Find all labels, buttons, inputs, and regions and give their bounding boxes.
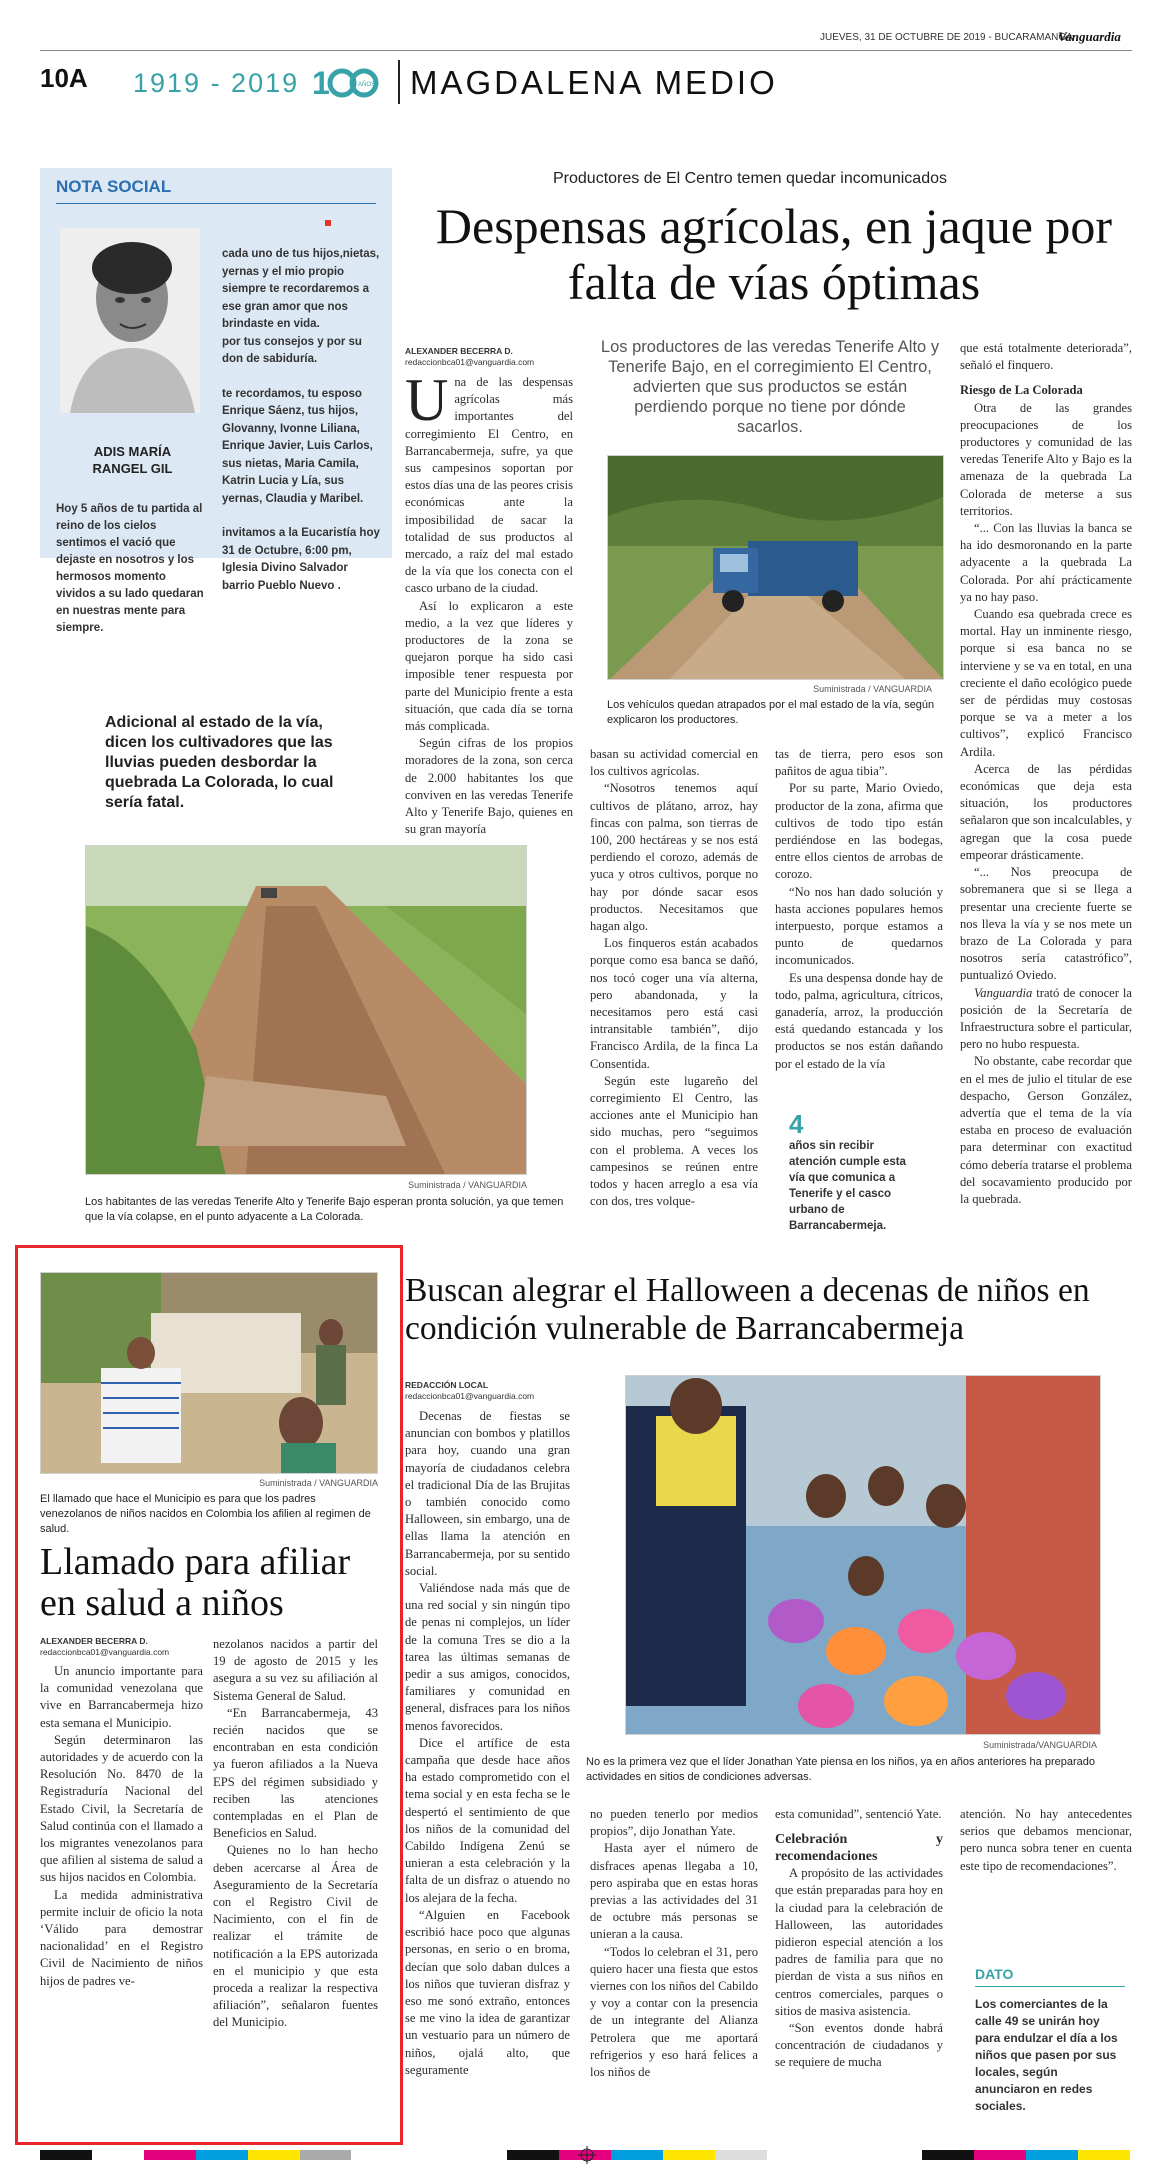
health-col-1	[40, 1663, 203, 1990]
lead-byline	[405, 346, 605, 368]
registration-mark-icon	[578, 2146, 596, 2164]
red-dot	[325, 220, 331, 226]
lead-col4-p3: “... Con las lluvias la banca se ha ido desmoronando en la parte adyacente a la quebrada La Colorada. Por ahí prácticamente ya no hay paso.	[960, 521, 1132, 604]
health-col-2	[213, 1636, 378, 2032]
stat-number: 4	[789, 1109, 804, 1139]
lead-dropcap: U	[405, 367, 449, 433]
halloween-photo-credit: Suministrada/VANGUARDIA	[983, 1740, 1097, 1750]
stat-text: años sin recibir atención cumple esta vía que comunica a Tenerife y el casco urbano de Barrancabermeja.	[789, 1140, 906, 1232]
lead-photo2-caption: Los habitantes de las veredas Tenerife Alto y Tenerife Bajo esperan pronta solución, ya que temen que la vía colapse, en el punto adyacente a La Colorada.	[85, 1196, 564, 1223]
nota-p2: por tus consejos y por su don de sabiduría.	[222, 335, 362, 365]
lead-kicker: Productores de El Centro temen quedar incomunicados	[553, 170, 947, 187]
dato-title: DATO	[975, 1966, 1014, 1982]
health-col2-p2: “En Barrancabermeja, 43 recién nacidos que se encontraban en esta condición ya fueron afiliados a la Nueva EPS del régimen subsidiado y reciben las atenciones contempladas en el Plan de Beneficios en Salud.	[213, 1705, 378, 1841]
lead-col4-p7-text: trató de conocer la posición de la Secretaría de Infraestructura sobre el particular, pero no hubo respuesta.	[960, 985, 1132, 1052]
header-date-line: JUEVES, 31 DE OCTUBRE DE 2019 - BUCARAMANGA	[820, 32, 1073, 43]
lead-col2-p2: “Nosotros tenemos aquí cultivos de plátano, arroz, hay fincas con palma, son tierras de 100, 200 hectáreas y se nos está perdiendo el corozo, además de yuca y otros cultivos, porque no hay por dónde sacar esos productos. Necesitamos que hagan algo.	[590, 781, 758, 934]
lead-col4-p5: Acerca de las pérdidas económicas que deja esta situación, los productores señalaron que son incalculables, y agregan que la cosa puede empeorar drásticamente.	[960, 761, 1132, 862]
nota-social-rule	[56, 203, 376, 204]
health-author: ALEXANDER BECERRA D.	[40, 1636, 148, 1646]
nota-p1: cada uno de tus hijos,nietas, yernas y el mio propio siempre te recordaremos a ese gran amor que nos brindaste en vida.	[222, 248, 380, 330]
halloween-col1-p1: Decenas de fiestas se anuncian con bombos y platillos para hoy, cuando una gran mayoría de ciudadanos celebra el tradicional Día de las Brujitas o también conocido como Halloween, sin embargo, una de ellas llama la atención en Barrancabermeja, por su sentido social.	[405, 1409, 570, 1578]
lead-col4-p8: No obstante, cabe recordar que en el mes de julio el titular de ese despacho, Gerson González, advertía que el tema de la vía estaba en proceso de evaluación para determinar con exactitud cómo debería tratarse el problema del socavamiento producido por la quebrada.	[960, 1054, 1132, 1206]
header-rule	[40, 50, 1132, 51]
lead-photo-truck	[607, 455, 944, 680]
lead-photo-road	[85, 845, 527, 1175]
halloween-col2-p1: no pueden tenerlo por medios propios”, dijo Jonathan Yate.	[590, 1807, 758, 1839]
lead-author: ALEXANDER BECERRA D.	[405, 346, 513, 356]
lead-pullquote: Adicional al estado de la vía, dicen los cultivadores que las lluvias pueden desbordar la quebrada La Colorada, lo cual sería fatal.	[105, 714, 334, 811]
lead-subhead: Riesgo de La Colorada	[960, 383, 1083, 398]
health-headline: Llamado para afiliar en salud a niños	[40, 1541, 351, 1624]
halloween-byline	[405, 1380, 605, 1402]
lead-col-2	[590, 746, 758, 1210]
lead-col1-p1: na de las despensas agrícolas más importantes del corregimiento El Centro, en Barrancabermeja, sufre, ya que sus campesinos soportan por estos días una de las peores crisis económicas ante la imposibilidad de sacar la totalidad de sus productos al mercado, a raíz del mal estado de la vía que los conecta con el casco urbano de la ciudad.	[405, 375, 573, 596]
health-col1-p3: La medida administrativa permite incluir de oficio la nota ‘Válido para demostrar nacionalidad’ en el Registro Civil de Nacimiento de niños hijos de padres ve-	[40, 1887, 203, 1988]
lead-col2-p4: Según este lugareño del corregimiento El Centro, las acciones ante el Municipio han sido muchas, pero “seguimos con el problema. A veces los campesinos se reúnen entre todos y hacen arreglo a esa vía con dos, tres volque-	[590, 1073, 758, 1209]
lead-headline: Despensas agrícolas, en jaque por falta de vías óptimas	[435, 198, 1113, 310]
health-photo	[40, 1272, 378, 1474]
halloween-author: REDACCIÓN LOCAL	[405, 1380, 489, 1390]
svg-text:1: 1	[312, 65, 330, 101]
lead-col1-p3: Según cifras de los propios moradores de la zona, son cerca de 2.000 habitantes los que conviven en las veredas Tenerife Alto y Tenerife Bajo, quienes en su gran mayoría	[405, 736, 573, 837]
svg-text:AÑOS: AÑOS	[358, 82, 376, 88]
halloween-subhead: Celebración y recomendaciones	[775, 1832, 943, 1865]
halloween-email: redaccionbca01@vanguardia.com	[405, 1391, 535, 1401]
lead-col1-p2: Así lo explicaron a este medio, a la vez que líderes y productores de la zona se quejaron porque ha sido casi imposible tener respuesta por parte del Municipio frente a esta situación, que cada día se torna más complicada.	[405, 598, 573, 734]
halloween-col1-p4: “Alguien en Facebook escribió hace poco que algunas personas, en serio o en broma, decían que solo daban dulces a los niños que tuvieran disfraz y eso me sonó extraño, entonces se me vino la idea de garantizar un vestuario para un número de niños, ojalá alto, que seguramente	[405, 1907, 570, 2077]
lead-col-1	[405, 367, 573, 838]
lead-col-3	[775, 746, 943, 1073]
brand-name: Vanguardia	[1058, 29, 1121, 44]
health-byline	[40, 1636, 240, 1658]
section-title: MAGDALENA MEDIO	[410, 64, 778, 101]
halloween-col1-p3: Dice el artífice de esta campaña que desde hace años ha estado comprometido con el tema social y en esta fecha se le despertó el sentimiento de que los niños de la comunidad del Cabildo Indígena Zenú se unieran a esta celebración y la falta de un disfraz o atuendo no los alejara de la fecha.	[405, 1735, 570, 1905]
lead-photo1-credit: Suministrada / VANGUARDIA	[813, 684, 932, 694]
lead-email: redaccionbca01@vanguardia.com	[405, 357, 535, 367]
health-email: redaccionbca01@vanguardia.com	[40, 1647, 170, 1657]
lead-col3-p1: tas de tierra, pero esos son pañitos de agua tibia”.	[775, 747, 943, 779]
vanguardia-em: Vanguardia	[974, 985, 1033, 1000]
halloween-col-1	[405, 1408, 570, 2079]
lead-col-4	[960, 340, 1132, 1208]
halloween-col2-p2: Hasta ayer el número de disfraces apenas llegaba a 10, pero aspiraba que en estas horas previas a las actividades del 31 de octubre más personas se unieran a la causa.	[590, 1841, 758, 1942]
health-photo-caption: El llamado que hace el Municipio es para que los padres venezolanos de niños nacidos en Colombia los afilien al regimen de salud.	[40, 1493, 371, 1535]
lead-col3-p3: “No nos han dado solución y hasta acciones populares hemos interpuesto, porque estamos a punto de quedarnos incomunicados.	[775, 884, 943, 968]
halloween-col-4	[960, 1806, 1132, 1875]
halloween-col-2	[590, 1806, 758, 2081]
health-col1-p2: Según determinaron las autoridades y de acuerdo con la Resolución No. 8470 de la Registraduría Nacional del Estado Civil, la Secretaría de Salud continúa con el llamado a los migrantes venezolanos para que afilien al sistema de salud a sus hijos nacidos en Colombia.	[40, 1732, 203, 1885]
dato-rule	[975, 1986, 1125, 1987]
lead-photo1-caption: Los vehículos quedan atrapados por el mal estado de la vía, según explicaron los productores.	[607, 699, 935, 726]
lead-photo2-credit: Suministrada / VANGUARDIA	[408, 1180, 527, 1190]
lead-col2-p3: Los finqueros están acabados porque como esa banca se dañó, nos tocó coger una vía alterna, pero abandonada, y la necesitamos pero está casi intransitable también”, dijo Francisco Ardila, de la finca La Consentida.	[590, 936, 758, 1071]
anniversary-years: 1919 - 2019	[133, 68, 300, 98]
lead-col2-p1: basan su actividad comercial en los cultivos agrícolas.	[590, 747, 758, 779]
lead-col3-p4: Es una despensa donde hay de todo, palma, agricultura, cítricos, ganadería, arroz, la producción está quedando estancada y los productos se nos están dañando por el estado de la vía	[775, 970, 943, 1071]
dato-text: Los comerciantes de la calle 49 se unirán hoy para endulzar el día a los niños que pasen por sus locales, según anunciaron en redes sociales.	[975, 1997, 1118, 2113]
lead-deck: Los productores de las veredas Tenerife Alto y Tenerife Bajo, en el corregimiento El Centro, advierten que sus productos se están perdiendo porque no tiene por dónde sacarlos.	[600, 338, 940, 436]
halloween-col4-p1: atención. No hay antecedentes serios que debamos mencionar, pero nunca sobra tener en cuenta este tipo de recomendaciones”.	[960, 1807, 1132, 1873]
nota-p3: te recordamos, tu esposo Enrique Sáenz, tus hijos, Glovanny, Ivonne Liliana, Enrique Javier, Luis Carlos, sus nietas, Maria Camila, Katrin Lucia y Lía, sus yernas, Claudia y Maribel.	[222, 387, 373, 505]
nota-social-col1: Hoy 5 años de tu partida al reino de los cielos sentimos el vació que dejaste en nosotros y los hermosos momento vividos a su lado quedaran en nuestras mente para siempre.	[56, 503, 204, 634]
health-col1-p1: Un anuncio importante para la comunidad venezolana que vive en Barrancabermeja hizo esta semana el Municipio.	[40, 1664, 203, 1730]
halloween-photo	[625, 1375, 1101, 1735]
lead-col4-p1: que está totalmente deteriorada”, señaló el finquero.	[960, 341, 1132, 373]
lead-col4-p4: Cuando esa quebrada crece es mortal. Hay un inminente riesgo, porque si esa banca no se interviene y se va en total, en una creciente el daño ecológico puede ser de pérdidas muy costosas porque se va a meter a los cultivos”, explicó Francisco Ardila.	[960, 607, 1132, 759]
health-col2-p3: Quienes no lo han hecho deben acercarse al Área de Aseguramiento de la Secretaría con el Registro Civil de Nacimiento, con el fin de realizar el trámite de notificación a la EPS autorizada en el municipio y que esta proceda a realizar la respectiva afiliación”, señalaron fuentes del Municipio.	[213, 1843, 378, 2030]
health-photo-credit: Suministrada / VANGUARDIA	[259, 1478, 378, 1488]
nota-social-box	[40, 168, 392, 634]
halloween-col2-p3: “Todos lo celebran el 31, pero quiero hacer una fiesta que estos viernes con los niños del Cabildo y voy a contar con la presencia de un integrante del Alianza Petrolera que me aportará refrigerios y eso hará felices a los niños de	[590, 1944, 758, 2080]
halloween-col1-p2: Valiéndose nada más que de una red social y sin ningún tipo de penas ni complejos, un líder de la comuna Tres se dio a la tarea las últimas semanas de pedir a sus amigos, conocidos, familiares y comunidad en general, disfraces para los niños menos favorecidos.	[405, 1581, 570, 1733]
lead-col4-p6: “... Nos preocupa de sobremanera que si se llega a presentar una creciente fuerte se nos lleva la vía y se nos mete un brazo de La Colorada y para nosotros sería catastrófico”, puntualizó Oviedo.	[960, 865, 1132, 983]
halloween-photo-caption: No es la primera vez que el líder Jonathan Yate piensa en los niños, ya en años anteriores ha preparado actividades en sitios de condiciones adversas.	[586, 1756, 1095, 1783]
deceased-name: ADIS MARÍA RANGEL GIL	[92, 444, 173, 476]
halloween-col-3	[775, 1806, 943, 2072]
halloween-headline: Buscan alegrar el Halloween a decenas de niños en condición vulnerable de Barrancabermeja	[405, 1272, 1090, 1347]
halloween-col3-p1: esta comunidad”, sentenció Yate.	[775, 1807, 942, 1821]
nota-social-title: NOTA SOCIAL	[56, 177, 172, 196]
lead-col3-p2: Por su parte, Mario Oviedo, productor de la zona, afirma que cultivos de todo tipo están perdiéndose en las bodegas, entre ellos cientos de arrobas de corozo.	[775, 781, 943, 882]
lead-col4-p2: Otra de las grandes preocupaciones de los productores y comunidad de las veredas Tenerife Alto y Bajo es la amenaza de la quebrada La Colorada de meterse a sus territorios.	[960, 400, 1132, 518]
header-divider	[398, 60, 400, 104]
nota-p4: invitamos a la Eucaristía hoy 31 de Octubre, 6:00 pm, Iglesia Divino Salvador barrio Pueblo Nuevo .	[222, 527, 380, 592]
nota-social-portrait	[60, 228, 200, 413]
halloween-col3-p3: “Son eventos donde habrá concentración de ciudadanos y se requiere de mucha	[775, 2021, 943, 2070]
health-col2-p1: nezolanos nacidos a partir del 19 de agosto de 2015 y les asegura a su vez su afiliación al Sistema General de Salud.	[213, 1637, 378, 1703]
nota-social-col2	[222, 246, 380, 595]
halloween-col3-p2: A propósito de las actividades que están preparadas para hoy en la ciudad para la celebración de Halloween, las autoridades pidieron especial atención a los padres de familia para que no pierdan de vista a sus niños en centros comerciales, parques o sitios de masiva asistencia.	[775, 1866, 943, 2018]
lead-col4-p7	[960, 985, 1132, 1054]
page-number: 10A	[40, 63, 88, 93]
anniversary-logo	[312, 62, 382, 102]
